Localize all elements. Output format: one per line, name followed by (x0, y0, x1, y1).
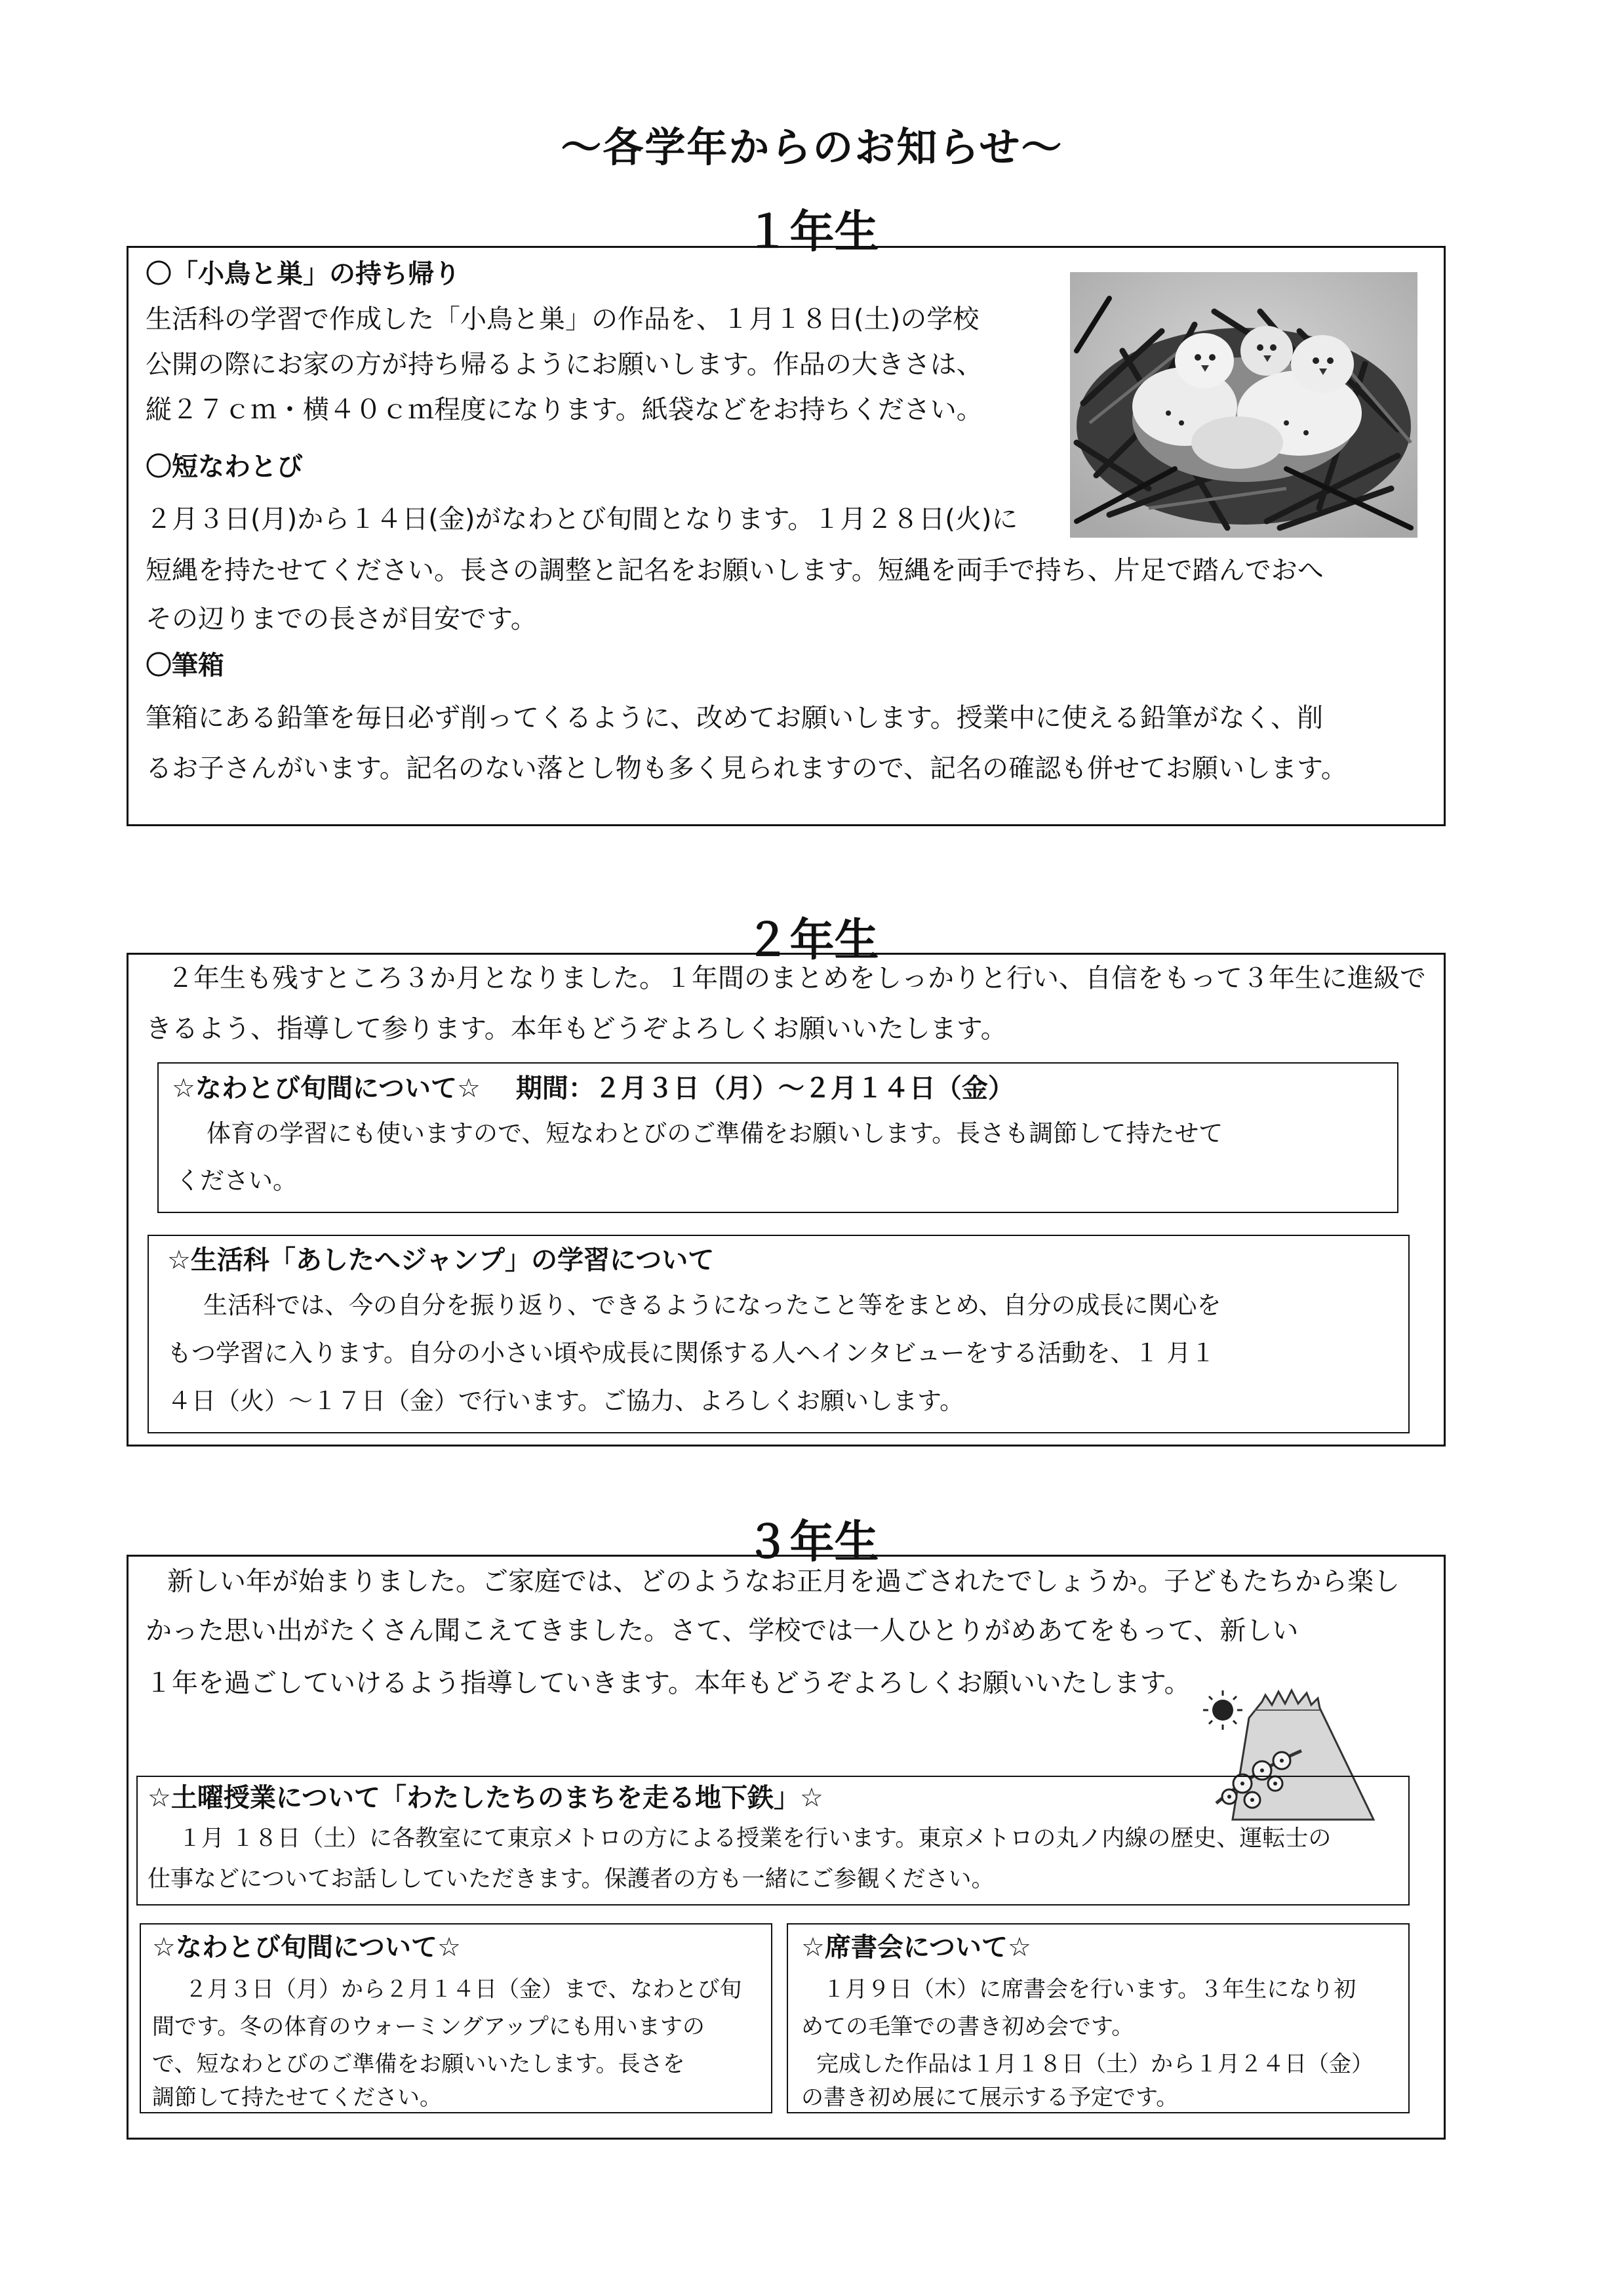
grade1-heading-pencilcase: 〇筆箱 (146, 650, 224, 681)
page-title: ～各学年からのお知らせ～ (561, 123, 1063, 171)
grade2-life-studies-heading: ☆生活科「あしたへジャンプ」の学習について (167, 1245, 715, 1275)
grade3-intro-line-3: １年を過ごしていけるよう指導していきます。本年もどうぞよろしくお願いいたします。 (146, 1668, 1191, 1698)
grade3-jumprope-line-2: 間です。冬の体育のウォーミングアップにも用いますの (152, 2014, 705, 2040)
grade1-jumprope-line-1: ２月３日(月)から１４日(金)がなわとび旬間となります。１月２８日(火)に (146, 504, 1018, 534)
grade1-nest-line-3: 縦２７ｃｍ・横４０ｃｍ程度になります。紙袋などをお持ちください。 (146, 395, 983, 425)
grade2-jumprope-line-2: ください。 (176, 1167, 297, 1195)
grade2-intro-line-1: ２年生も残すところ３か月となりました。１年間のまとめをしっかりと行い、自信をもって３年生に進級で (167, 963, 1426, 993)
grade3-saturday-class-heading: ☆土曜授業について「わたしたちのまちを走る地下鉄」☆ (148, 1783, 823, 1813)
grade3-title: ３年生 (745, 1517, 879, 1568)
grade2-intro-line-2: きるよう、指導して参ります。本年もどうぞよろしくお願いいたします。 (146, 1014, 1007, 1044)
grade3-calligraphy-line-4: の書き初め展にて展示する予定です。 (801, 2085, 1179, 2111)
grade1-heading-nest: 〇「小鳥と巣」の持ち帰り (146, 259, 460, 289)
grade3-jumprope-line-4: 調節して持たせてください。 (152, 2085, 442, 2111)
grade1-pencilcase-line-2: るお子さんがいます。記名のない落とし物も多く見られますので、記名の確認も併せてお願いします。 (146, 753, 1347, 784)
grade1-nest-line-1: 生活科の学習で作成した「小鳥と巣」の作品を、１月１８日(土)の学校 (146, 304, 980, 334)
grade1-title: １年生 (745, 207, 879, 258)
grade2-life-studies-line-2: もつ学習に入ります。自分の小さい頃や成長に関係する人へインタビューをする活動を、１ 月１ (167, 1339, 1216, 1367)
grade1-jumprope-line-2: 短縄を持たせてください。長さの調整と記名をお願いします。短縄を両手で持ち、片足で踏んでおへ (146, 555, 1324, 586)
grade3-calligraphy-line-2: めての毛筆での書き初め会です。 (801, 2014, 1134, 2040)
grade3-saturday-class-line-1: １月 １８日（土）に各教室にて東京メトロの方による授業を行います。東京メトロの丸ノ内線の歴史、運転士の (178, 1826, 1332, 1852)
grade2-jumprope-line-1: 体育の学習にも使いますので、短なわとびのご準備をお願いします。長さも調節して持たせて (207, 1119, 1223, 1148)
grade3-jumprope-line-1: ２月３日（月）から２月１４日（金）まで、なわとび旬 (185, 1976, 742, 2003)
grade2-title: ２年生 (745, 915, 879, 967)
grade3-calligraphy-line-1: １月９日（木）に席書会を行います。３年生になり初 (823, 1976, 1357, 2003)
bird-nest-photo (1070, 272, 1417, 538)
grade1-nest-line-2: 公開の際にお家の方が持ち帰るようにお願いします。作品の大きさは、 (146, 349, 983, 380)
grade1-pencilcase-line-1: 筆箱にある鉛筆を毎日必ず削ってくるように、改めてお願いします。授業中に使える鉛筆がなく、削 (146, 703, 1323, 733)
grade1-heading-jumprope: 〇短なわとび (146, 452, 303, 482)
grade3-jumprope-heading: ☆なわとび旬間について☆ (152, 1932, 461, 1963)
grade3-jumprope-line-3: で、短なわとびのご準備をお願いいたします。長さを (152, 2051, 685, 2077)
grade3-saturday-class-line-2: 仕事などについてお話ししていただきます。保護者の方も一緒にご参観ください。 (148, 1866, 995, 1892)
grade2-life-studies-line-3: ４日（火）～１７日（金）で行います。ご協力、よろしくお願いします。 (167, 1387, 964, 1415)
grade1-jumprope-line-3: その辺りまでの長さが目安です。 (146, 604, 537, 634)
grade2-life-studies-line-1: 生活科では、今の自分を振り返り、できるようになったこと等をまとめ、自分の成長に関心を (203, 1291, 1221, 1319)
grade3-intro-line-1: 新しい年が始まりました。ご家庭では、どのようなお正月を過ごされたでしょうか。子どもたちから楽し (167, 1567, 1400, 1597)
grade3-calligraphy-line-3: 完成した作品は１月１８日（土）から１月２４日（金） (816, 2051, 1374, 2077)
grade3-calligraphy-heading: ☆席書会について☆ (801, 1932, 1031, 1963)
grade3-intro-line-2: かった思い出がたくさん聞こえてきました。さて、学校では一人ひとりがめあてをもって、新しい (146, 1616, 1299, 1646)
grade2-jumprope-heading: ☆なわとび旬間について☆ 期間：２月３日（月）～２月１４日（金） (172, 1073, 1014, 1104)
